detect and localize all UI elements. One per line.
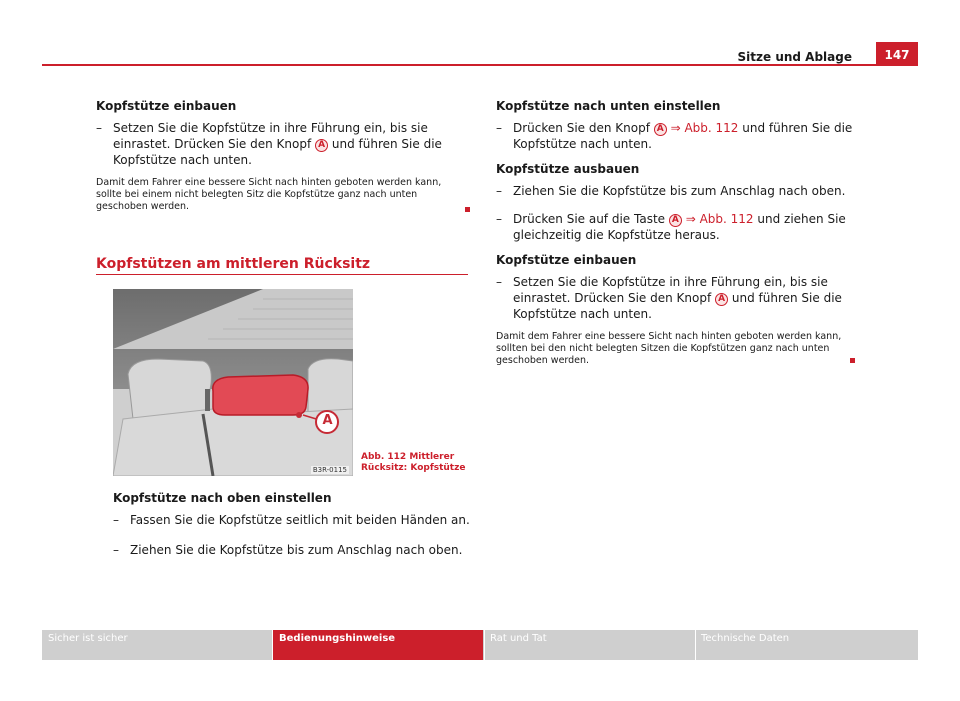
figure-headrest-image bbox=[113, 289, 353, 476]
headrest-illustration bbox=[113, 289, 353, 476]
section-title: Kopfstützen am mittleren Rücksitz bbox=[96, 256, 371, 272]
section-rule bbox=[96, 274, 468, 275]
end-mark-icon bbox=[465, 207, 470, 212]
item-text: Drücken Sie auf die Taste bbox=[513, 212, 666, 226]
heading-adjust-up: Kopfstütze nach oben einstellen bbox=[113, 491, 332, 505]
heading-install-headrest: Kopfstütze einbauen bbox=[96, 99, 237, 113]
item-text: Setzen Sie die Kopfstütze in ihre Führung ein, bis sie einrastet. Drücken Sie den Knopf bbox=[513, 275, 828, 305]
footer-tab-rat-und-tat[interactable]: Rat und Tat bbox=[490, 633, 547, 644]
button-a-marker-icon: A bbox=[715, 293, 728, 306]
footer-divider bbox=[695, 630, 696, 660]
item-text: Ziehen Sie die Kopfstütze bis zum Anschlag nach oben. bbox=[130, 543, 463, 557]
footer-tab-bedienungshinweise[interactable]: Bedienungshinweise bbox=[273, 630, 483, 660]
list-item bbox=[496, 211, 866, 243]
right-column bbox=[496, 98, 866, 367]
page-number: 147 bbox=[876, 42, 918, 66]
item-text: Fassen Sie die Kopfstütze seitlich mit beiden Händen an. bbox=[130, 513, 470, 527]
dash-bullet: – bbox=[113, 543, 119, 557]
dash-bullet: – bbox=[113, 513, 119, 527]
list-item bbox=[496, 120, 866, 152]
dash-bullet: – bbox=[96, 121, 102, 135]
item-text: Ziehen Sie die Kopfstütze bis zum Anschlag nach oben. bbox=[513, 184, 846, 198]
heading-install-headrest-2: Kopfstütze einbauen bbox=[496, 253, 637, 267]
footer-nav bbox=[42, 630, 918, 660]
list-item bbox=[113, 542, 473, 558]
footer-divider bbox=[272, 630, 273, 660]
note-text: Damit dem Fahrer eine bessere Sicht nach hinten geboten werden kann, sollte bei einem nicht belegten Sitz die Kopfstütze ganz nach unten geschoben werden. bbox=[96, 177, 442, 212]
left-column-bottom bbox=[113, 490, 473, 567]
button-a-marker-icon: A bbox=[669, 214, 682, 227]
item-text: Setzen Sie die Kopfstütze in ihre Führung ein, bis sie einrastet. Drücken Sie den Knopf bbox=[113, 121, 428, 151]
dash-bullet: – bbox=[496, 212, 502, 226]
list-item bbox=[496, 183, 866, 199]
figure-reference-link[interactable]: ⇒ Abb. 112 bbox=[670, 121, 739, 135]
heading-remove-headrest: Kopfstütze ausbauen bbox=[496, 162, 640, 176]
figure-label-a: A bbox=[322, 413, 333, 428]
item-text: und führen Sie die Kopfstütze nach unten. bbox=[513, 121, 853, 151]
button-a-marker-icon: A bbox=[654, 123, 667, 136]
footer-divider bbox=[484, 630, 485, 660]
item-text: und ziehen Sie gleichzeitig die Kopfstütze heraus. bbox=[513, 212, 846, 242]
list-item bbox=[113, 512, 473, 528]
left-column-top bbox=[96, 98, 468, 213]
item-text: und führen Sie die Kopfstütze nach unten. bbox=[513, 291, 842, 321]
footer-tab-sicher[interactable]: Sicher ist sicher bbox=[48, 633, 128, 644]
dash-bullet: – bbox=[496, 184, 502, 198]
item-text: Drücken Sie den Knopf bbox=[513, 121, 650, 135]
figure-reference-link[interactable]: ⇒ Abb. 112 bbox=[685, 212, 754, 226]
note-text: Damit dem Fahrer eine bessere Sicht nach hinten geboten werden kann, sollten bei den nicht belegten Sitzen die Kopfstützen ganz nach unten geschoben werden. bbox=[496, 331, 842, 366]
list-item bbox=[96, 120, 468, 168]
footer-tab-technische-daten[interactable]: Technische Daten bbox=[701, 633, 790, 644]
button-a-marker-icon: A bbox=[315, 139, 328, 152]
header-rule bbox=[42, 64, 918, 66]
figure-code: B3R-0115 bbox=[312, 466, 347, 474]
running-header-title: Sitze und Ablage bbox=[737, 50, 852, 64]
dash-bullet: – bbox=[496, 275, 502, 289]
item-text: und führen Sie die Kopfstütze nach unten. bbox=[113, 137, 442, 167]
figure-caption: Abb. 112 Mittlerer Rücksitz: Kopfstütze bbox=[361, 452, 466, 473]
heading-adjust-down: Kopfstütze nach unten einstellen bbox=[496, 99, 721, 113]
end-mark-icon bbox=[850, 358, 855, 363]
dash-bullet: – bbox=[496, 121, 502, 135]
list-item bbox=[496, 274, 866, 322]
